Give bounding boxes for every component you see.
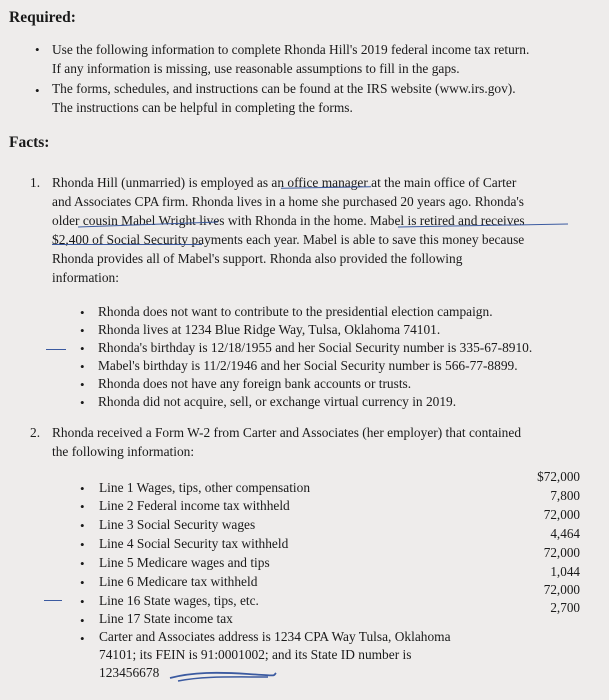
w2-line-value: 7,800	[550, 488, 580, 503]
fact-1-bullet-4: Mabel's birthday is 11/2/1946 and her Social Security number is 566-77-8899.	[98, 358, 518, 373]
pen-underline	[52, 244, 202, 245]
w2-line-value: 2,700	[550, 600, 580, 615]
bullet-dot: •	[80, 631, 85, 646]
bullet-dot: •	[80, 323, 85, 338]
w2-line-value: 72,000	[543, 582, 580, 597]
fact-1-line-2: and Associates CPA firm. Rhonda lives in a home she purchased 20 years ago. Rhonda's	[52, 194, 525, 209]
fact-1-bullet-3: Rhonda's birthday is 12/18/1955 and her Social Security number is 335-67-8910.	[98, 340, 533, 355]
w2-line-value: 72,000	[543, 545, 580, 560]
bullet-dot: •	[80, 359, 85, 374]
bullet-dot: •	[80, 537, 85, 552]
w2-line-value: 1,044	[550, 564, 580, 579]
fact-1-bullet-5: Rhonda does not have any foreign bank accounts or trusts.	[98, 376, 412, 391]
bullet-dot: •	[80, 594, 85, 609]
w2-line-label: Line 6 Medicare tax withheld	[99, 574, 258, 589]
w2-line-label: Line 17 State income tax	[99, 611, 233, 626]
pen-dash-mark	[46, 349, 66, 350]
bullet-dot: •	[80, 395, 85, 410]
bullet-dot: •	[35, 42, 40, 57]
bullet-dot: •	[80, 377, 85, 392]
bullet-dot: •	[80, 556, 85, 571]
fact-2-number: 2.	[30, 425, 41, 440]
pen-scribble	[168, 668, 278, 684]
w2-line-label: Line 3 Social Security wages	[99, 517, 256, 532]
fact-1-bullet-6: Rhonda did not acquire, sell, or exchange virtual currency in 2019.	[98, 394, 457, 409]
required-bullet-1-line-2: If any information is missing, use reasonable assumptions to fill in the gaps.	[52, 61, 460, 76]
fact-1-line-3: older cousin Mabel Wright lives with Rhonda in the home. Mabel is retired and receives	[52, 213, 525, 228]
w2-line-value: 72,000	[543, 507, 580, 522]
required-bullet-2-line-2: The instructions can be helpful in completing the forms.	[52, 100, 353, 115]
w2-line-label: Line 16 State wages, tips, etc.	[99, 593, 259, 608]
fact-1-line-4: $2,400 of Social Security payments each year. Mabel is able to save this money because	[52, 232, 525, 247]
required-heading: Required:	[9, 9, 76, 26]
bullet-dot: •	[80, 518, 85, 533]
fact-1-line-1: Rhonda Hill (unmarried) is employed as an office manager at the main office of Carter	[52, 175, 517, 190]
fact-1-line-5: Rhonda provides all of Mabel's support. Rhonda also provided the following	[52, 251, 463, 266]
bullet-dot: •	[80, 481, 85, 496]
bullet-dot: •	[80, 499, 85, 514]
w2-line-label: Line 2 Federal income tax withheld	[99, 498, 290, 513]
fact-1-line-6: information:	[52, 270, 119, 285]
employer-line-3: 123456678	[99, 665, 160, 680]
employer-line-1: Carter and Associates address is 1234 CPA Way Tulsa, Oklahoma	[99, 629, 451, 644]
w2-line-label: Line 5 Medicare wages and tips	[99, 555, 270, 570]
bullet-dot: •	[35, 83, 40, 98]
fact-1-number: 1.	[30, 175, 41, 190]
bullet-dot: •	[80, 341, 85, 356]
fact-1-bullet-1: Rhonda does not want to contribute to the presidential election campaign.	[98, 304, 493, 319]
w2-line-value: 4,464	[550, 526, 580, 541]
facts-heading: Facts:	[9, 134, 50, 151]
w2-line-label: Line 1 Wages, tips, other compensation	[99, 480, 311, 495]
required-bullet-1-line-1: Use the following information to complete Rhonda Hill's 2019 federal income tax return.	[52, 42, 530, 57]
w2-line-value: $72,000	[537, 469, 580, 484]
w2-line-label: Line 4 Social Security tax withheld	[99, 536, 289, 551]
fact-2-line-1: Rhonda received a Form W-2 from Carter and Associates (her employer) that contained	[52, 425, 522, 440]
required-bullet-2-line-1: The forms, schedules, and instructions can be found at the IRS website (www.irs.gov).	[52, 81, 516, 96]
bullet-dot: •	[80, 305, 85, 320]
bullet-dot: •	[80, 613, 85, 628]
pen-dash-mark	[44, 600, 62, 601]
fact-2-line-2: the following information:	[52, 444, 195, 459]
fact-1-bullet-2: Rhonda lives at 1234 Blue Ridge Way, Tulsa, Oklahoma 74101.	[98, 322, 441, 337]
employer-line-2: 74101; its FEIN is 91:0001002; and its State ID number is	[99, 647, 412, 662]
bullet-dot: •	[80, 575, 85, 590]
